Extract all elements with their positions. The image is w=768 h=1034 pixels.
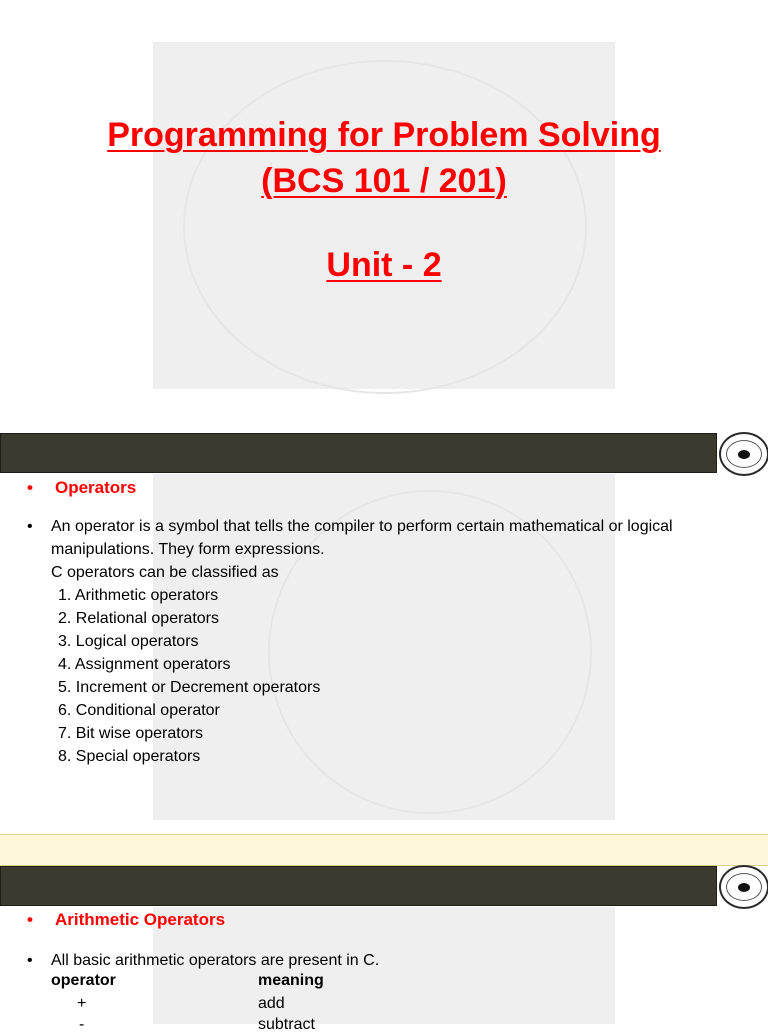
description-line: C operators can be classified as [51, 564, 279, 581]
operators-heading: • Operators [27, 478, 137, 497]
bullet-dot-icon: • [27, 518, 33, 535]
description-line: All basic arithmetic operators are present in C. [51, 952, 380, 969]
list-item: 5. Increment or Decrement operators [58, 679, 321, 696]
description-line: An operator is a symbol that tells the compiler to perform certain mathematical or logical [51, 518, 673, 535]
course-title: Programming for Problem Solving [107, 116, 661, 154]
course-code: (BCS 101 / 201) [261, 162, 507, 200]
description-line: manipulations. They form expressions. [51, 541, 325, 558]
arithmetic-heading: • Arithmetic Operators [27, 910, 226, 929]
arithmetic-description [27, 949, 757, 972]
list-item: 8. Special operators [58, 748, 201, 765]
bullet-dot-icon: • [27, 910, 33, 929]
operator-cell: - [79, 1016, 85, 1033]
meaning-cell: subtract [258, 1016, 315, 1033]
list-item: 3. Logical operators [58, 633, 199, 650]
list-item: 7. Bit wise operators [58, 725, 203, 742]
bullet-dot-icon: • [27, 952, 33, 969]
operator-categories-list [58, 584, 320, 768]
slide-header-bar [0, 433, 717, 473]
list-item: 2. Relational operators [58, 610, 219, 627]
operator-cell: + [77, 995, 87, 1012]
college-seal-icon [719, 865, 768, 909]
column-header-meaning: meaning [258, 972, 324, 989]
title-block [0, 112, 768, 288]
list-item: 1. Arithmetic operators [58, 587, 219, 604]
college-seal-icon [719, 432, 768, 476]
list-item: 6. Conditional operator [58, 702, 220, 719]
unit-title: Unit - 2 [326, 246, 442, 284]
bullet-dot-icon: • [27, 478, 33, 497]
slide-header-bar [0, 866, 717, 906]
title-slide [0, 0, 768, 400]
slide-separator [0, 834, 768, 866]
operators-description [27, 515, 757, 581]
meaning-cell: add [258, 995, 285, 1012]
column-header-operator: operator [51, 972, 116, 989]
list-item: 4. Assignment operators [58, 656, 231, 673]
